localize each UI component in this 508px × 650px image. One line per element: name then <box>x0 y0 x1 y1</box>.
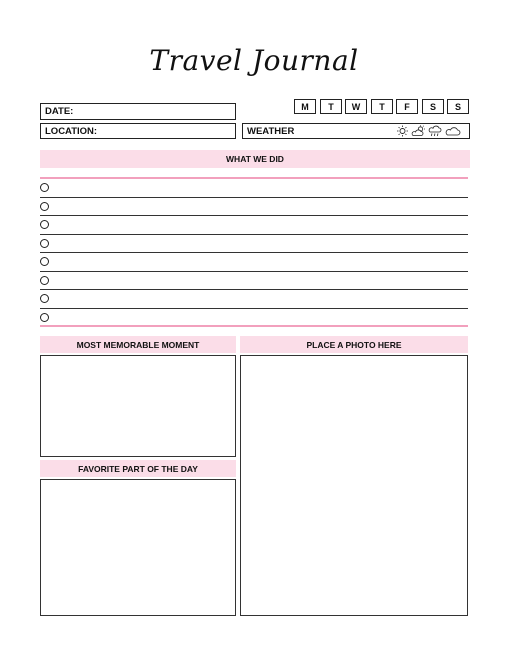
memorable-moment-header: MOST MEMORABLE MOMENT <box>40 336 236 353</box>
rain-cloud-icon[interactable] <box>428 125 443 137</box>
favorite-part-header: FAVORITE PART OF THE DAY <box>40 460 236 477</box>
date-field[interactable] <box>40 103 236 120</box>
checkbox-circle[interactable] <box>40 294 49 303</box>
weather-icon-group <box>396 125 461 137</box>
checklist-row[interactable] <box>40 290 468 309</box>
day-box-sunday[interactable] <box>447 99 469 114</box>
location-label: LOCATION: <box>45 125 98 137</box>
checkbox-circle[interactable] <box>40 202 49 211</box>
checkbox-circle[interactable] <box>40 220 49 229</box>
checklist-row[interactable] <box>40 216 468 235</box>
partly-cloudy-icon[interactable] <box>411 125 426 137</box>
checkbox-circle[interactable] <box>40 257 49 266</box>
day-box-friday[interactable] <box>396 99 418 114</box>
checklist-row[interactable] <box>40 179 468 198</box>
day-label: S <box>429 101 436 112</box>
day-label: F <box>404 101 410 112</box>
day-label: T <box>328 101 334 112</box>
checklist-row[interactable] <box>40 253 468 272</box>
date-label: DATE: <box>45 106 74 117</box>
checklist-row[interactable] <box>40 235 468 254</box>
page-title: Travel Journal <box>149 44 359 77</box>
favorite-part-box[interactable] <box>40 479 236 616</box>
section-divider <box>40 325 468 327</box>
day-box-thursday[interactable] <box>371 99 393 114</box>
checkbox-circle[interactable] <box>40 183 49 192</box>
cloud-icon[interactable] <box>445 125 461 137</box>
memorable-moment-box[interactable] <box>40 355 236 457</box>
day-box-saturday[interactable] <box>422 99 444 114</box>
day-box-wednesday[interactable] <box>345 99 367 114</box>
day-label: T <box>379 101 385 112</box>
weather-field[interactable] <box>242 123 470 139</box>
day-label: S <box>454 101 461 112</box>
day-box-monday[interactable] <box>294 99 316 114</box>
photo-header: PLACE A PHOTO HERE <box>240 336 468 353</box>
checkbox-circle[interactable] <box>40 276 49 285</box>
checklist-row[interactable] <box>40 272 468 291</box>
photo-box[interactable] <box>240 355 468 616</box>
checkbox-circle[interactable] <box>40 313 49 322</box>
weather-label: WEATHER <box>247 125 295 137</box>
sun-icon[interactable] <box>396 125 409 137</box>
day-box-tuesday[interactable] <box>320 99 342 114</box>
day-label: M <box>301 101 309 112</box>
day-label: W <box>351 101 361 112</box>
checkbox-circle[interactable] <box>40 239 49 248</box>
checklist-row[interactable] <box>40 198 468 217</box>
location-field[interactable] <box>40 123 236 139</box>
what-we-did-header: WHAT WE DID <box>40 150 470 168</box>
